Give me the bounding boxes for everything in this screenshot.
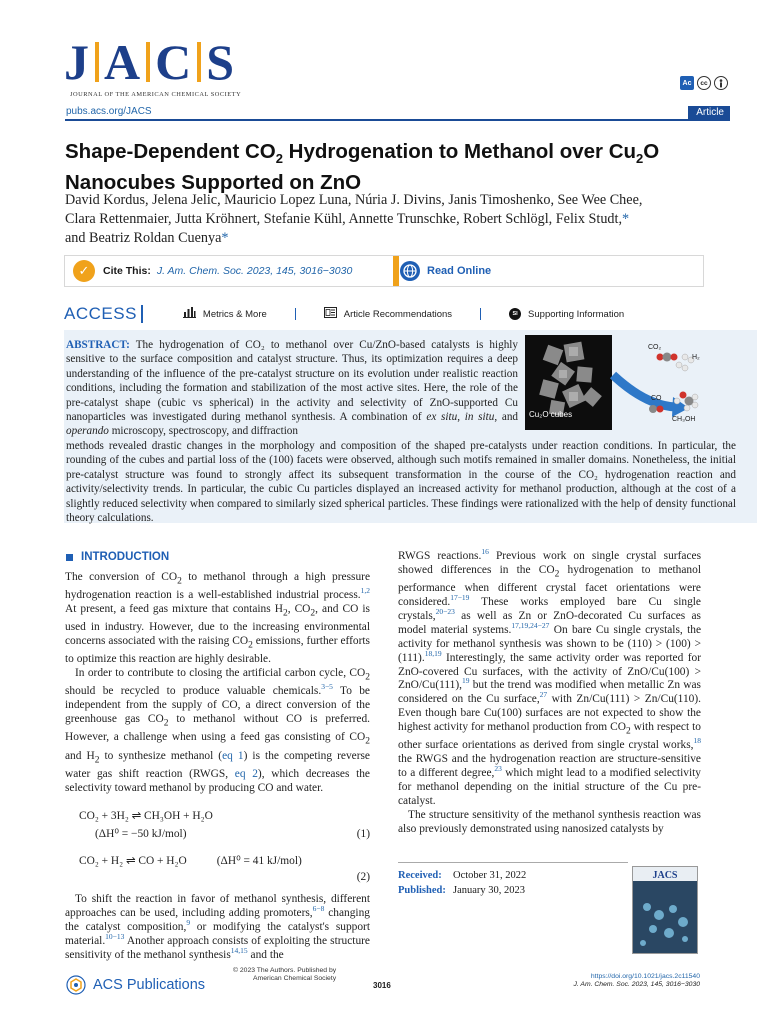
acs-hexagon-icon	[66, 975, 86, 995]
supporting-info-icon: SI	[509, 308, 521, 320]
supporting-information-link[interactable]: SI Supporting Information	[509, 308, 624, 320]
globe-icon	[400, 261, 420, 281]
toc-methanol-label: CH₃OH	[672, 416, 696, 423]
open-access-icon[interactable]	[714, 76, 728, 90]
cite-divider	[393, 256, 399, 286]
publication-dates: Received: October 31, 2022 Published: January 30, 2023	[398, 870, 527, 896]
logo-letter-a: A	[104, 34, 142, 90]
corresponding-author-link[interactable]: *	[221, 230, 229, 246]
license-icons	[680, 76, 728, 90]
citation-link[interactable]: J. Am. Chem. Soc. 2023, 145, 3016−3030	[156, 265, 353, 277]
checkmark-icon: ✓	[73, 260, 95, 282]
doi-link[interactable]: https://doi.org/10.1021/jacs.2c11540	[590, 973, 700, 980]
read-online-button[interactable]	[400, 256, 491, 286]
toc-graphic	[525, 335, 730, 430]
equation-1: CO₂ + 3H₂ ⇌ CH₃OH + H₂O (ΔH⁰ = −50 kJ/mol) (1)	[79, 809, 370, 840]
toc-co-label: CO	[651, 395, 662, 402]
copyright-notice: © 2023 The Authors. Published by American Chemical Society	[233, 967, 337, 982]
article-list-icon	[324, 307, 337, 321]
logo-letter-s: S	[206, 34, 236, 90]
article-type-badge: Article	[688, 106, 730, 119]
article-title: Shape-Dependent $CO_2$ Hydrogenation to Methanol over $Cu_2O$ Nanocubes Supported on ZnO	[65, 140, 660, 195]
logo-letter-c: C	[155, 34, 193, 90]
doi-block	[560, 973, 700, 989]
body-column-left: The conversion of $CO_2$ to methanol through a high pressure hydrogenation reaction is a well-established industrial process.$^{1,2}$ At present, a feed gas mixture that contains $H_2$, $CO_2$, and CO is used in industry. However, due to the increasing environmental concerns associated with the raising $CO_2$ emissions, further efforts to optimize this reaction are highly desirable. In order to contribute to closing the artificial carbon cycle, $CO_2$ should be recycled to produce valuable chemicals.$^{3-5}$ To be independent from the supply of CO, a direct conversion of the greenhouse gas $CO_2$ to methanol without CO is preferred. However, a challenge when using a feed gas consisting of $CO_2$ and $H_2$ to synthesize methanol (eq 1) is the competing reverse water gas shift reaction (RWGS, eq 2), which decreases the selectivity toward methanol by producing CO and water. CO₂ + 3H₂ ⇌ CH₃OH + H₂O (ΔH⁰ = −50 kJ/mol) (1) CO₂ + H₂ ⇌ CO + H₂O (ΔH⁰ = 41 kJ/mol) (2) To shift the reaction in favor of methanol synthesis, different approaches can be used, including adding promoters,$^{6-8}$ changing the catalyst composition,$^9$ or modifying the catalyst's support material.$^{10-13}$ Another approach consists of exploiting the structure sensitivity of the methanol synthesis$^{14,15}$ and the	[65, 571, 371, 961]
page-number: 3016	[373, 981, 391, 990]
journal-cover-thumbnail[interactable]	[632, 866, 698, 954]
access-divider	[141, 305, 143, 323]
toc-cubes-label: Cu₂O cubes	[529, 410, 573, 419]
creative-commons-icon[interactable]: cc	[697, 76, 711, 90]
author-list: David Kordus, Jelena Jelic, Mauricio Lopez Luna, Núria J. Divins, Janis Timoshenko, See Wee Chee, Clara Rettenmaier, Jutta Kröhnert, Stefanie Kühl, Annette Trunschke, Robert Schlögl, Felix Studt,* and Beatriz Roldan Cuenya*	[65, 192, 643, 246]
toc-co2-label: CO₂	[648, 344, 662, 351]
article-recommendations-link[interactable]: Article Recommendations	[324, 307, 452, 321]
bar-chart-icon	[183, 307, 196, 321]
access-row	[64, 300, 756, 328]
read-online-label: Read Online	[427, 265, 492, 277]
journal-reference: J. Am. Chem. Soc. 2023, 145, 3016−3030	[573, 981, 700, 988]
cite-box	[64, 255, 704, 287]
abstract-text-continued: methods revealed drastic changes in the morphology and composition of the shaped pre-catalysts under reaction conditions. In particular, the rounding of the cubes and partial loss of the (100) facets were observed, although such motifs remained in smaller domains. Nonetheless, the initial pre-catalyst structure was found to strongly affect its subsequent transformation in the course of the CO₂ hydrogenation reaction and activity/selectivity trends. In particular, the cubic Cu particles displayed an increased activity for methanol production, although at the cost of a slightly reduced selectivity when compared to similarly sized spherical particles. These findings were rationalized with the help of density functional theory calculations.	[66, 440, 736, 525]
abstract-text: ABSTRACT: The hydrogenation of CO₂ to methanol over Cu/ZnO-based catalysts is highly sensitive to the surface composition and catalyst structure. Thus, its optimization requires a deep understanding of the influence of the pre-catalyst structure on its evolution under realistic reaction conditions, including the formation and stabilization of the most active sites. Here, the role of the pre-catalyst shape (cubic vs spherical) in the activity and selectivity of ZnO-supported Cu nanoparticles was investigated during methanol synthesis. A combination of ex situ, in situ, and operando microscopy, spectroscopy, and diffraction	[66, 339, 519, 438]
acs-publications-logo[interactable]: ACS Publications	[66, 975, 205, 995]
journal-logo	[64, 34, 236, 90]
section-heading-introduction: INTRODUCTION	[66, 551, 169, 563]
journal-url-link[interactable]: pubs.acs.org/JACS	[66, 106, 152, 117]
cover-title: JACS	[652, 870, 678, 881]
body-column-right: RWGS reactions.$^{16}$ Previous work on single crystal surfaces showed differences in the $CO_2$ hydrogenation to methanol performance when different crystal facet orientations were considered.$^{17-19}$ These works employed bare Cu single crystals,$^{20-23}$ as well as Zn or ZnO-decorated Cu surfaces as model material systems.$^{17,19,24-27}$ On bare Cu single crystals, the activity for methanol synthesis was shown to be (110) > (100) > (111).$^{18,19}$ Interestingly, the same activity order was reported for ZnO-covered Cu surfaces, with the activity of ZnO/Cu(100) > ZnO/Cu(111),$^{19}$ but the trend was modified when metallic Zn was considered on the Cu surface,$^{27}$ with Zn/Cu(111) > Zn/Cu(110). Even though bare Cu(100) surfaces are not expected to show the highest activity for methanol production from $CO_2$ with respect to other surface orientations as derived from single crystal works,$^{18}$ the RWGS and the hydrogenation reaction are structure-sensitive to a different degree,$^{23}$ which might lead to a modified selectivity for methanol depending on the initial structure of the Cu pre-catalyst. The structure sensitivity of the methanol synthesis reaction was also previously demonstrated using nanosized catalysts by	[398, 547, 701, 835]
access-label: ACCESS	[64, 304, 137, 323]
equation-2: CO₂ + H₂ ⇌ CO + H₂O (ΔH⁰ = 41 kJ/mol) (2)	[79, 855, 370, 884]
header-divider	[65, 119, 730, 121]
acs-author-choice-icon[interactable]: Ac	[680, 76, 694, 90]
cite-label: Cite This:	[103, 265, 151, 277]
logo-letter-j: J	[64, 34, 90, 90]
corresponding-author-link[interactable]: *	[622, 211, 630, 227]
metrics-more-link[interactable]: Metrics & More	[183, 307, 267, 321]
toc-h2-label: H₂	[692, 354, 700, 361]
journal-subtitle: JOURNAL OF THE AMERICAN CHEMICAL SOCIETY	[70, 91, 242, 98]
